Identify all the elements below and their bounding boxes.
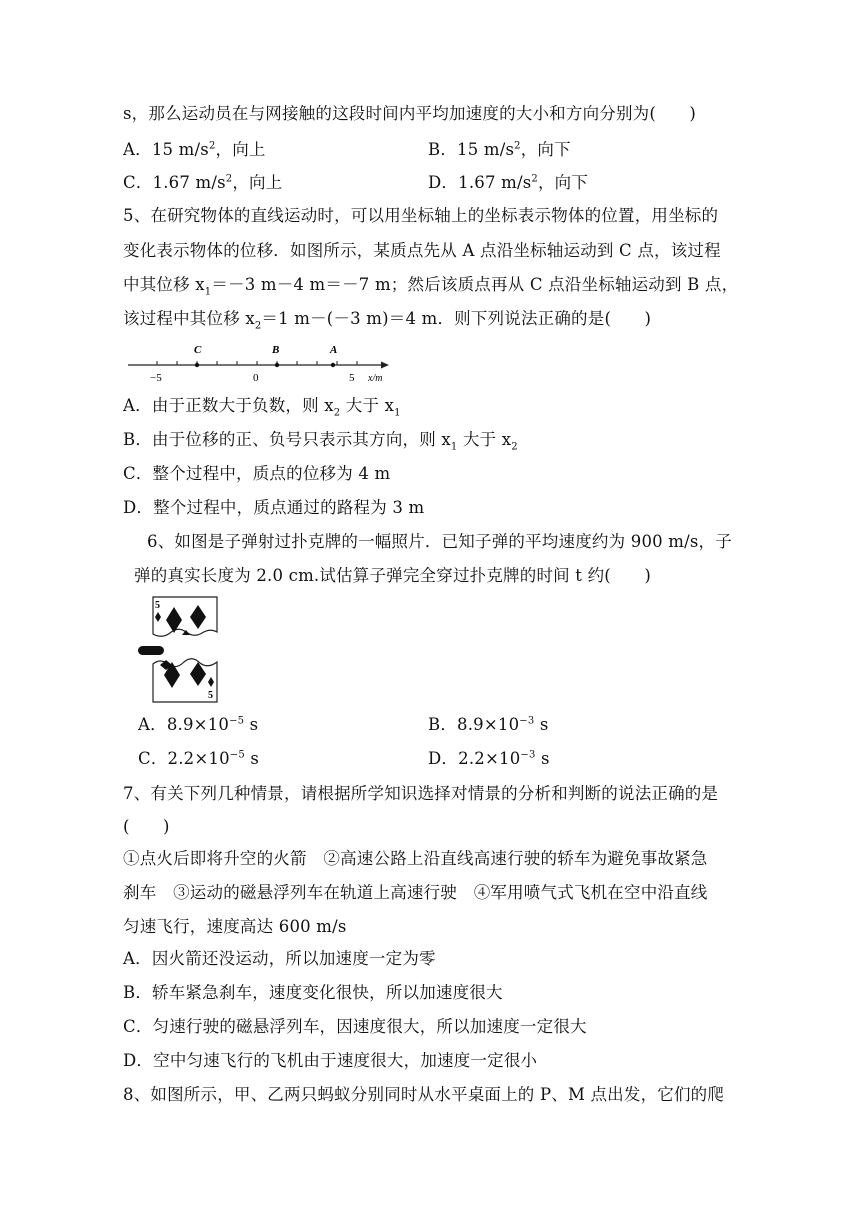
q4-option-a-value: A．15 m/s <box>123 140 209 159</box>
q5-option-b-text: B．由于位移的正、负号只表示其方向，则 x <box>123 430 451 449</box>
q5-option-a[interactable] <box>123 395 401 417</box>
q6-option-b[interactable] <box>428 714 549 736</box>
q6-option-b-unit: s <box>534 715 549 734</box>
q7-option-d[interactable]: D．空中匀速飞行的飞机由于速度很大，加速度一定很小 <box>123 1051 538 1070</box>
q5-stem-line-2: 变化表示物体的位移．如图所示，某质点先从 A 点沿坐标轴运动到 C 点，该过程 <box>123 241 721 260</box>
q4-option-a[interactable] <box>123 139 266 161</box>
point-a-label: A <box>330 344 338 356</box>
q7-option-a[interactable]: A．因火箭还没运动，所以加速度一定为零 <box>123 949 436 968</box>
q5-option-a-text: A．由于正数大于负数，则 x <box>123 396 334 415</box>
q6-option-a[interactable] <box>138 714 258 736</box>
tick-label-minus-5: −5 <box>150 372 162 384</box>
q5-option-d[interactable]: D．整个过程中，质点通过的路程为 3 m <box>123 498 425 517</box>
q4-option-b-exponent: 2 <box>514 140 521 152</box>
point-c <box>195 363 199 367</box>
q8-stem-line-1: 8、如图所示，甲、乙两只蚂蚁分别同时从水平桌面上的 P、M 点出发，它们的爬 <box>123 1085 725 1104</box>
q4-option-b-value: B．15 m/s <box>428 140 515 159</box>
q6-option-b-value: B．8.9×10 <box>428 715 520 734</box>
q4-option-c-value: C．1.67 m/s <box>123 173 226 192</box>
q7-option-b[interactable]: B．轿车紧急刹车，速度变化很快，所以加速度很大 <box>123 983 503 1002</box>
q6-option-d-value: D．2.2×10 <box>428 749 521 768</box>
q5-stem-line-1: 5、在研究物体的直线运动时，可以用坐标轴上的坐标表示物体的位置，用坐标的 <box>123 206 719 225</box>
q6-stem-line-1: 6、如图是子弹射过扑克牌的一幅照片．已知子弹的平均速度约为 900 m/s，子 <box>147 532 732 551</box>
q5-option-a-text-2: 大于 x <box>340 396 395 415</box>
q6-option-d-exponent: −3 <box>520 749 536 761</box>
q6-option-c-exponent: −5 <box>229 749 245 761</box>
q7-scenario-line-3: 匀速飞行，速度高达 600 m/s <box>123 917 347 936</box>
card-bottom-rank: 5 <box>208 690 213 701</box>
point-a <box>331 363 335 367</box>
q6-option-c[interactable] <box>138 748 259 770</box>
q4-option-b[interactable] <box>428 139 571 161</box>
q4-option-d-exponent: 2 <box>531 173 538 185</box>
tick-label-0: 0 <box>253 372 259 384</box>
card-top-half <box>153 597 217 636</box>
point-b-label: B <box>272 344 280 356</box>
q5-option-a-sub-2: 1 <box>394 407 401 419</box>
q6-option-a-value: A．8.9×10 <box>138 715 230 734</box>
q4-option-a-direction: ，向上 <box>215 140 266 159</box>
q4-option-b-direction: ，向下 <box>520 140 571 159</box>
q5-x1-equation: ＝－3 m－4 m＝－7 m；然后该质点再从 C 点沿坐标轴运动到 B 点， <box>211 275 739 294</box>
q6-option-c-unit: s <box>244 749 260 768</box>
q5-option-b[interactable] <box>123 429 518 451</box>
q6-playing-card-photo <box>136 594 226 706</box>
q4-option-d[interactable] <box>428 172 588 194</box>
q5-option-b-sub-1: 1 <box>450 441 458 453</box>
q6-option-a-unit: s <box>244 715 259 734</box>
q4-option-c-direction: ，向上 <box>232 173 283 192</box>
q5-x1-label: 中其位移 x <box>123 275 205 294</box>
q5-coordinate-axis-figure <box>125 338 395 386</box>
q6-option-d[interactable] <box>428 748 550 770</box>
q5-x1-subscript: 1 <box>204 286 212 298</box>
q5-x2-subscript: 2 <box>254 320 262 332</box>
bullet <box>138 646 164 655</box>
axis-arrow-icon <box>381 362 389 369</box>
q6-option-a-exponent: −5 <box>229 715 245 727</box>
q4-stem-continuation: s，那么运动员在与网接触的这段时间内平均加速度的大小和方向分别为( ) <box>123 104 697 123</box>
q6-option-c-value: C．2.2×10 <box>138 749 230 768</box>
q7-answer-bracket: ( ) <box>123 817 170 836</box>
card-top-rank: 5 <box>155 600 160 611</box>
q5-x2-label: 该过程中其位移 x <box>123 309 255 328</box>
tick-label-5: 5 <box>349 372 355 384</box>
q7-scenario-line-2: 刹车 ③运动的磁悬浮列车在轨道上高速行驶 ④军用喷气式飞机在空中沿直线 <box>123 883 708 902</box>
q5-option-b-sub-2: 2 <box>511 441 518 453</box>
q4-option-a-exponent: 2 <box>208 140 216 152</box>
q6-stem-line-2: 弹的真实长度为 2.0 cm.试估算子弹完全穿过扑克牌的时间 t 约( ) <box>134 566 651 585</box>
point-c-label: C <box>194 344 202 356</box>
q5-option-b-text-2: 大于 x <box>457 430 512 449</box>
q6-option-d-unit: s <box>535 749 550 768</box>
q4-option-d-value: D．1.67 m/s <box>428 173 532 192</box>
q5-stem-line-3 <box>123 274 738 296</box>
q5-option-a-sub-1: 2 <box>333 407 341 419</box>
q6-option-b-exponent: −3 <box>519 715 535 727</box>
q5-stem-line-4 <box>123 308 651 330</box>
q5-x2-equation: ＝1 m－(－3 m)＝4 m．则下列说法正确的是( ) <box>261 309 652 328</box>
q7-stem-line-1: 7、有关下列几种情景，请根据所学知识选择对情景的分析和判断的说法正确的是 <box>123 784 719 803</box>
q5-option-c[interactable]: C．整个过程中，质点的位移为 4 m <box>123 464 391 483</box>
point-b <box>275 363 279 367</box>
axis-unit-label: x/m <box>368 373 383 384</box>
q7-scenario-line-1: ①点火后即将升空的火箭 ②高速公路上沿直线高速行驶的轿车为避免事故紧急 <box>123 849 708 868</box>
q4-option-d-direction: ，向下 <box>537 173 589 192</box>
q7-option-c[interactable]: C．匀速行驶的磁悬浮列车，因速度很大，所以加速度一定很大 <box>123 1017 587 1036</box>
q4-option-c-exponent: 2 <box>225 173 233 185</box>
q4-option-c[interactable] <box>123 172 282 194</box>
